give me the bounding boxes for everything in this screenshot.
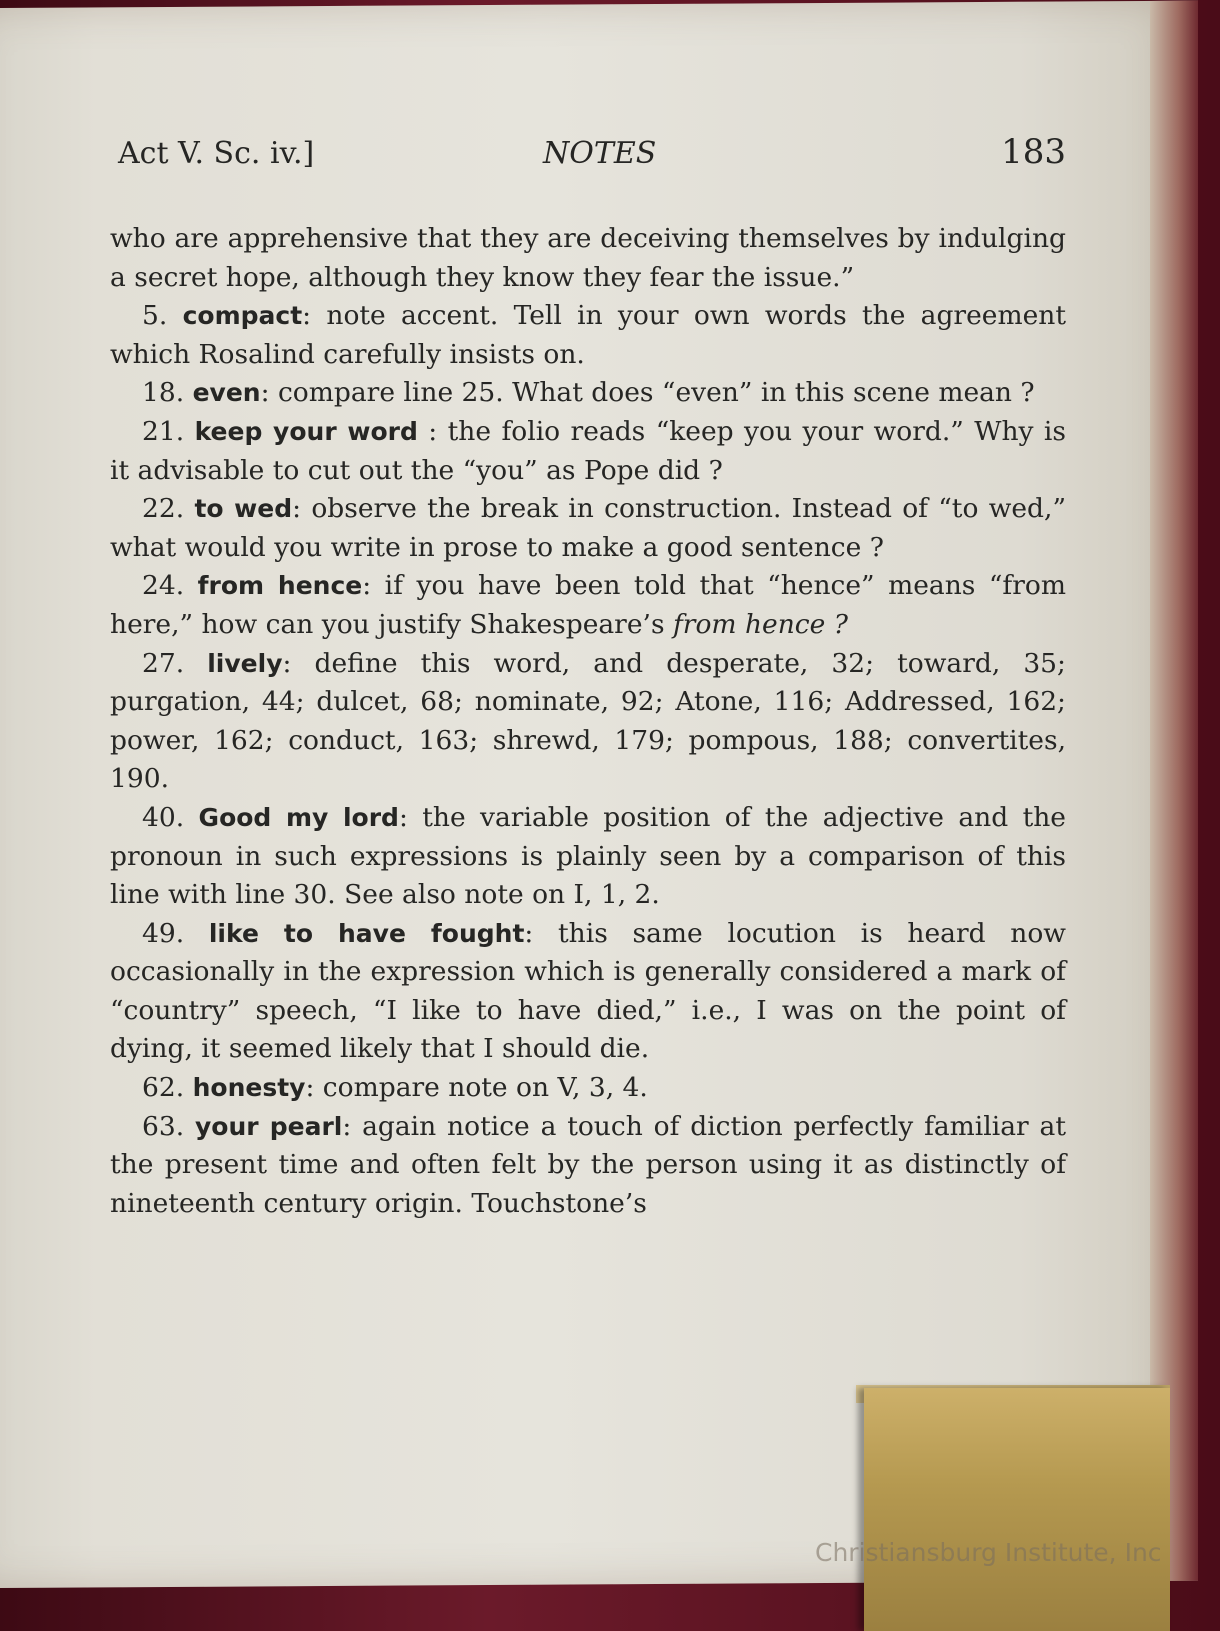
running-title: NOTES	[543, 136, 657, 171]
note-text: : the variable position of the adjective and the pronoun in such expressions is plainly seen by a comparison of this line with line 30. See also note on I, 1, 2.	[110, 801, 1066, 911]
note-paragraph	[110, 567, 1066, 644]
note-number: 24.	[142, 570, 185, 602]
note-number: 49.	[142, 917, 185, 949]
note-paragraph	[110, 220, 1066, 297]
note-term: Good my lord	[198, 802, 399, 832]
bookmark-block	[864, 1388, 1170, 1631]
note-number: 5.	[142, 300, 168, 332]
note-term: even	[192, 378, 261, 408]
note-italic-text: from hence ?	[672, 608, 848, 640]
note-paragraph	[110, 297, 1066, 374]
note-text: : if you have been told that “hence” means “from here,” how can you justify Shakespeare’s	[110, 570, 1066, 640]
note-text: : this same locution is heard now occasionally in the expression which is generally considered a mark of “country” speech, “I like to have died,” i.e., I was on the point of dying, it seemed likely that I should die.	[110, 917, 1066, 1065]
note-number: 18.	[142, 377, 185, 409]
note-paragraph	[110, 1069, 1066, 1108]
note-number: 62.	[142, 1072, 185, 1104]
note-term: honesty	[192, 1073, 306, 1103]
note-term: from hence	[197, 571, 363, 601]
note-term: compact	[182, 301, 303, 331]
section-reference: Act V. Sc. iv.]	[118, 136, 315, 171]
note-paragraph	[110, 799, 1066, 915]
note-text: : the folio reads “keep you your word.” Why is it advisable to cut out the “you” as Pope did ?	[110, 415, 1066, 486]
note-paragraph	[110, 915, 1066, 1069]
note-number: 40.	[142, 801, 185, 833]
running-header	[118, 132, 1066, 182]
note-text: : observe the break in construction. Instead of “to wed,” what would you write in prose to make a good sentence ?	[110, 493, 1066, 563]
watermark: Christiansburg Institute, Inc	[815, 1538, 1162, 1567]
note-number: 22.	[142, 493, 185, 525]
note-term: keep your word	[194, 416, 418, 446]
note-text: who are apprehensive that they are deceiving themselves by indulging a secret hope, although they know they fear the issue.”	[110, 223, 1066, 293]
note-term: like to have fought	[208, 918, 525, 948]
note-number: 63.	[142, 1110, 185, 1142]
note-paragraph	[110, 490, 1066, 567]
note-text: : again notice a touch of diction perfectly familiar at the present time and often felt by the person using it as distinctly of nineteenth century origin. Touchstone’s	[110, 1110, 1066, 1219]
note-paragraph	[110, 1108, 1066, 1224]
note-number: 21.	[142, 415, 185, 447]
note-paragraph	[110, 413, 1066, 490]
note-term: your pearl	[195, 1111, 343, 1141]
note-text: : compare line 25. What does “even” in this scene mean ?	[260, 377, 1035, 409]
note-text: : define this word, and desperate, 32; toward, 35; purgation, 44; dulcet, 68; nominate, 92; Atone, 116; Addressed, 162; power, 162; conduct, 163; shrewd, 179; pompous, 188; convertites, 190.	[110, 647, 1066, 795]
note-paragraph	[110, 374, 1066, 413]
note-text: : compare note on V, 3, 4.	[305, 1072, 648, 1104]
note-term: to wed	[194, 494, 293, 524]
note-paragraph	[110, 645, 1066, 799]
note-text: : note accent. Tell in your own words the agreement which Rosalind carefully insists on.	[110, 300, 1066, 370]
notes-body	[110, 220, 1066, 1223]
page-number: 183	[1001, 132, 1066, 172]
page-edge	[1150, 1, 1198, 1581]
note-number: 27.	[142, 647, 185, 679]
note-term: lively	[207, 648, 283, 678]
